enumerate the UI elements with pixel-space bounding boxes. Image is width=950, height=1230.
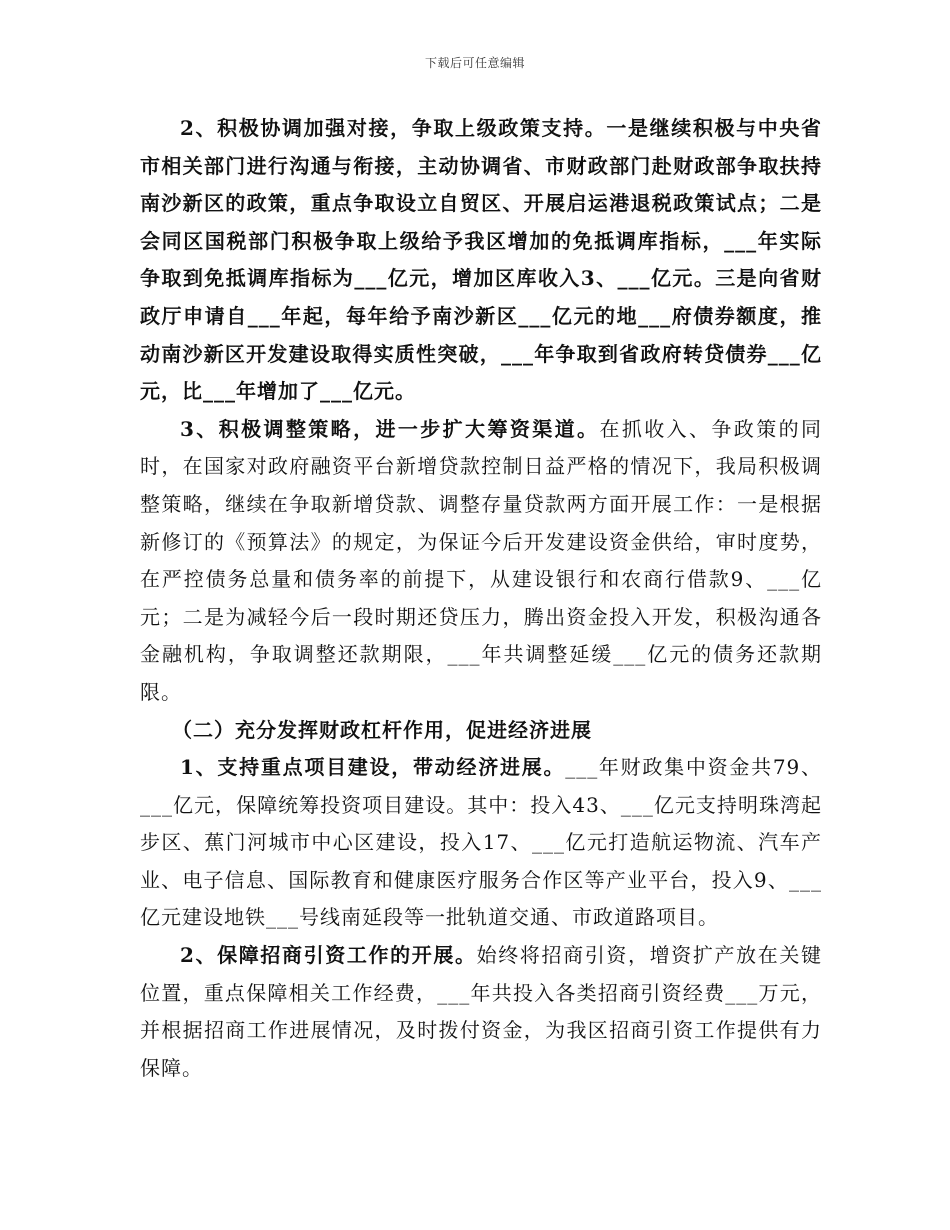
- paragraph-lead: 3、积极调整策略，进一步扩大筹资渠道。: [180, 416, 600, 441]
- paragraph-policy-support: [140, 110, 822, 411]
- document-body: [140, 110, 822, 1087]
- paragraph-text: ___年财政集中资金共79、___亿元，保障统筹投资项目建设。其中：投入43、___亿元支持明珠湾起步区、蕉门河城市中心区建设，投入17、___亿元打造航运物流、汽车产业、电子信息、国际教育和健康医疗服务合作区等产业平台，投入9、___亿元建设地铁___号线南延段等一批轨道交通、市政道路项目。: [140, 755, 823, 930]
- paragraph-investment-promotion: [140, 937, 822, 1087]
- page-header: 下载后可任意编辑: [424, 56, 525, 70]
- section-heading: [140, 712, 822, 750]
- paragraph-text: 在抓收入、争政策的同时，在国家对政府融资平台新增贷款控制日益严格的情况下，我局积极调整策略，继续在争取新增贷款、调整存量贷款两方面开展工作：一是根据新修订的《预算法》的规定，为保证今后开发建设资金供给，审时度势，在严控债务总量和债务率的前提下，从建设银行和农商行借款9、___亿元；二是为减轻今后一段时期还贷压力，腾出资金投入开发，积极沟通各金融机构，争取调整还款期限，___年共调整延缓___亿元的债务还款期限。: [140, 416, 822, 704]
- section-heading-text: （二）充分发挥财政杠杆作用，促进经济进展: [172, 717, 592, 742]
- paragraph-lead: 2、积极协调加强对接，争取上级政策支持。一是继续积极与中央省市相关部门进行沟通与衔接，主动协调省、市财政部门赴财政部争取扶持南沙新区的政策，重点争取设立自贸区、开展启运港退税政策试点；二是会同区国税部门积极争取上级给予我区增加的免抵调库指标，___年实际争取到免抵调库指标为___亿元，增加区库收入3、___亿元。三是向省财政厅申请自___年起，每年给予南沙新区___亿元的地___府债券额度，推动南沙新区开发建设取得实质性突破，___年争取到省政府转贷债券___亿元，比___年增加了___亿元。: [140, 116, 822, 404]
- paragraph-text: 始终将招商引资，增资扩产放在关键位置，重点保障相关工作经费，___年共投入各类招商引资经费___万元，并根据招商工作进展情况，及时拨付资金，为我区招商引资工作提供有力保障。: [140, 943, 823, 1080]
- paragraph-lead: 2、保障招商引资工作的开展。: [180, 943, 477, 968]
- paragraph-financing-channels: [140, 411, 822, 712]
- paragraph-lead: 1、支持重点项目建设，带动经济进展。: [180, 755, 566, 780]
- paragraph-key-projects: [140, 749, 822, 937]
